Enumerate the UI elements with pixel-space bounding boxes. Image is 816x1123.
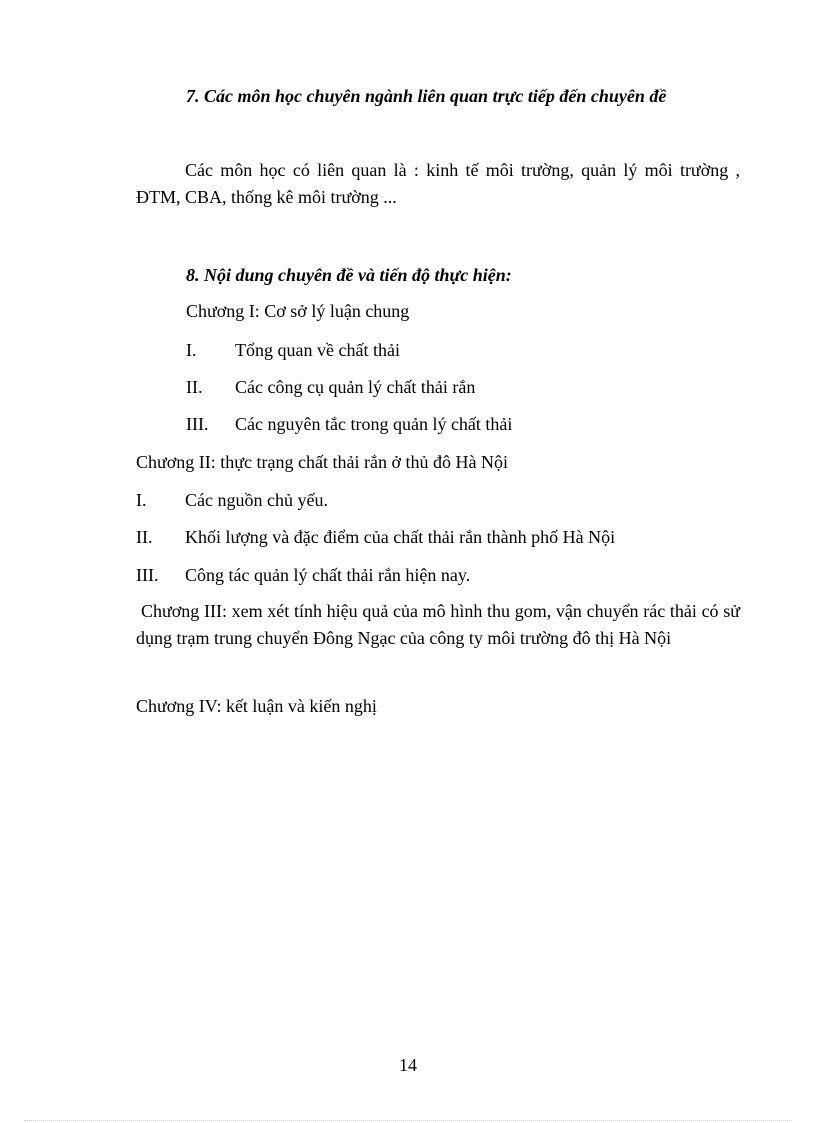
list-item-number: I.: [136, 490, 147, 510]
list-item: [186, 413, 586, 435]
list-item: [186, 376, 586, 398]
list-item-number: II.: [136, 527, 153, 547]
section-7-body: Các môn học có liên quan là : kinh tế môi trường, quản lý môi trường , ĐTM, CBA, thống kê môi trường ...: [136, 160, 740, 207]
list-item: [136, 489, 696, 511]
list-item: [136, 526, 696, 548]
chapter-2-title: Chương II: thực trạng chất thải rắn ở thủ đô Hà Nội: [136, 452, 508, 472]
section-8-heading: 8. Nội dung chuyên đề và tiến độ thực hiện:: [186, 265, 512, 285]
list-item-text: Tổng quan về chất thải: [235, 340, 400, 360]
list-item: [186, 339, 586, 361]
list-item-text: Các nguyên tắc trong quản lý chất thải: [235, 414, 513, 434]
list-item-number: III.: [186, 414, 209, 434]
chapter-3-title: Chương III: xem xét tính hiệu quả của mô hình thu gom, vận chuyển rác thải có sử dụng trạm trung chuyển Đông Ngạc của công ty môi trường đô thị Hà Nội: [136, 601, 740, 648]
page-bottom-divider: [24, 1120, 792, 1121]
list-item-number: II.: [186, 377, 203, 397]
list-item-number: III.: [136, 565, 159, 585]
page-number: 14: [399, 1055, 417, 1075]
list-item-text: Công tác quản lý chất thải rắn hiện nay.: [185, 565, 471, 585]
list-item-text: Các nguồn chủ yếu.: [185, 490, 328, 510]
list-item: [136, 564, 696, 586]
list-item-text: Các công cụ quản lý chất thải rắn: [235, 377, 476, 397]
chapter-4-title: Chương IV: kết luận và kiến nghị: [136, 696, 377, 716]
section-7-heading: 7. Các môn học chuyên ngành liên quan trực tiếp đến chuyên đề: [186, 86, 667, 106]
chapter-1-title: Chương I: Cơ sở lý luận chung: [186, 301, 410, 321]
list-item-text: Khối lượng và đặc điểm của chất thải rắn thành phố Hà Nội: [185, 527, 616, 547]
list-item-number: I.: [186, 340, 197, 360]
